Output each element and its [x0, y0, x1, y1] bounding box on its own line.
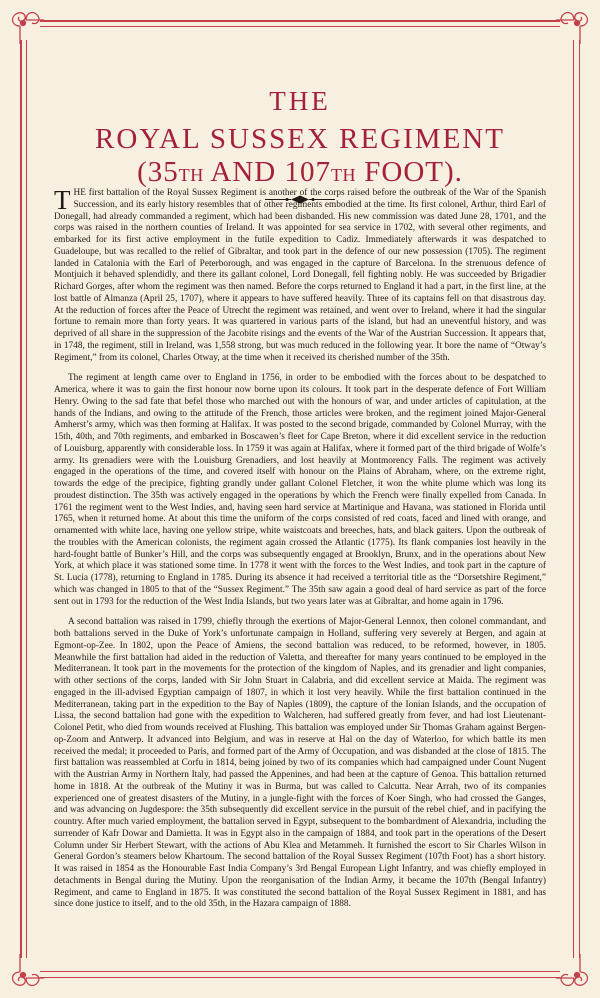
subtitle-mid: AND 107 — [203, 156, 331, 189]
article-paragraph: The regiment at length came over to England in 1756, in order to be embodied with the forces about to be despatched to America, where it was to gain the first honour now borne upon its colours. It took part in the desperate defence of Fort William Henry. Owing to the sad fate that befel those who marched out with the honours of war, and under articles of capitulation, at the hands of the Indians, and owing to the attitude of the French, those articles were broken, and the regiment joined Major-General Amherst’s army, which was then forming at Halifax. It was posted to the second brigade, commanded by Colonel Murray, with the 15th, 40th, and 70th regiments, and embarked in Boscawen’s fleet for Cape Breton, where it did excellent service in the reduction of Louisburg, apparently with considerable loss. In 1759 it was again at Halifax, where it formed part of the third brigade of Wolfe’s army. Its grenadiers were with the Louisburg Grenadiers, and lost heavily at Montmorency Falls. The regiment was actively engaged in the operations of the time, and covered itself with honour on the Plains of Abraham, where, on the extreme right, towards the edge of the precipice, fighting grandly under gallant Colonel Fletcher, it won the white plume which was long its proudest distinction. The 35th was actively engaged in the operations by which the French were finally expelled from Canada. In 1761 the regiment went to the West Indies, and, having seen hard service at Martinique and Havana, was stationed in Florida until 1765, when it returned home. At about this time the uniform of the corps consisted of red coats, faced and lined with orange, and ornamented with white lace, having one yellow stripe, white waistcoats and breeches, hats, and black gaiters. Upon the outbreak of the troubles with the American colonists, the regiment again crossed the Atlantic (1775). Its flank companies lost heavily in the hard-fought battle of Bunker’s Hill, and the corps was subsequently engaged at Brooklyn, Brunx, and in the operations about New York, at which place it was stationed some time. In 1778 it went with the forces to the West Indies, and took part in the capture of St. Lucia (1778), returning to England in 1785. During its absence it had received a territorial title as the “Dorsetshire Regiment,” which was changed in 1805 to that of the “Sussex Regiment.” The 35th saw again a good deal of hard service as part of the force sent out in 1793 for the reduction of the West India Islands, but two years later was at Gibraltar, and home again in 1796. — [54, 373, 546, 607]
corner-ornament-icon — [556, 954, 596, 994]
border-rule-top — [40, 20, 560, 22]
border-rule-bottom-inner — [40, 971, 560, 972]
page-subtitle — [40, 157, 560, 187]
page-title: ROYAL SUSSEX REGIMENT — [95, 123, 505, 155]
subtitle-suffix: TH — [331, 165, 356, 186]
border-rule-right-inner — [573, 40, 574, 958]
article-body — [54, 185, 546, 920]
corner-ornament-icon — [4, 954, 44, 994]
corner-ornament-icon — [556, 4, 596, 44]
subtitle-close: FOOT). — [356, 156, 463, 189]
paragraph-text: HE first battalion of the Royal Sussex Regiment is another of the corps raised before the outbreak of the War of the Spanish Succession, and its early history resembles that of other regiments embodied at the time. Its first colonel, Arthur, third Earl of Donegall, had already commanded a regiment, which had been disbanded. His new commission was dated June 28, 1701, and the corps was raised in the northern counties of Ireland. It was appointed for sea service in 1702, with several other regiments, and embarked for its first active employment in the futile expedition to Cadiz. Immediately afterwards it was despatched to Guadeloupe, but was recalled to the relief of Gibraltar, and took part in the defence of our new possession (1705). The regiment landed in Catalonia with the Earl of Peterborough, and was engaged in the capture of Barcelona. In the strenuous defence of Montjuich it behaved splendidly, and there its gallant colonel, Lord Donegall, fell fighting nobly. He was succeeded by Brigadier Richard Gorges, after whom the regiment was then named. Before the corps returned to England it had a part, in the first line, at the lost battle of Almanza (April 25, 1707), where it appears to have suffered heavily. Three of its captains fell on that disastrous day. At the reduction of forces after the Peace of Utrecht the regiment was retained, and went over to Ireland, where it had the singular fortune to remain more than forty years. It was quartered in various parts of the island, but had an uneventful history, and was deprived of all share in the suppression of the Jacobite risings and the events of the War of the Austrian Succession. It appears that, in 1748, the regiment, still in Ireland, was 1,558 strong, but was much reduced in the following year. It bore the name of “Otway’s Regiment,” from its colonel, Charles Otway, at the time when it received its cherished number of the 35th. — [54, 188, 546, 363]
article-paragraph — [54, 185, 546, 364]
article-paragraph: A second battalion was raised in 1799, chiefly through the exertions of Major-General Lennox, then colonel commandant, and both battalions served in the Duke of York’s unfortunate campaign in Holland, suffering very severely at Bergen, and again at Egmont-op-Zee. In 1802, upon the Peace of Amiens, the second battalion was reduced, to be reformed, however, in 1805. Meanwhile the first battalion had aided in the reduction of Valetta, and thereafter for many years continued to be employed in the Mediterranean. It took part in the movements for the protection of the kingdom of Naples, and its grenadier and light companies, with other sections of the corps, landed with Sir John Stuart in Calabria, and did excellent service at Maida. The regiment was engaged in the ill-advised Egyptian campaign of 1807, in which it lost very heavily. While the first battalion continued in the Mediterranean, taking part in the expedition to the Bay of Naples (1809), the capture of the Ionian Islands, and the occupation of Lissa, the second battalion had gone with the expedition to Walcheren, had suffered greatly from fever, and had lost Lieutenant-Colonel Petit, who died from wounds received at Flushing. This battalion was employed under Sir Thomas Graham against Bergen-op-Zoom and Antwerp. It advanced into Belgium, and was in reserve at Hal on the day of Waterloo, for which battle its men received the medal; it proceeded to Paris, and formed part of the Army of Occupation, and was disbanded at the close of 1815. The first battalion was reassembled at Corfu in 1814, being joined by two of its companies which had campaigned under Count Nugent with the Austrian Army in Northern Italy, had passed the Appenines, and had been at the capture of Genoa. This battalion returned home in 1818. At the outbreak of the Mutiny it was in Burma, but was called to Calcutta. Near Arrah, two of its companies experienced one of greatest disasters of the Mutiny, in a jungle-fight with the forces of Koer Singh, who had crossed the Ganges, and was advancing on Jugdespore: the 35th subsequently did excellent service in the pursuit of the rebel chief, and in pacifying the country. After much varied employment, the battalion served in Egypt, subsequent to the bombardment of Alexandria, including the surrender of Kafr Dowar and Damietta. It was in Egypt also in the campaign of 1884, and took part in the operations of the Desert Column under Sir Herbert Stewart, with the actions of Abu Klea and Metammeh. It furnished the escort to Sir Charles Wilson in General Gordon’s steamers below Khartoum. The second battalion of the Royal Sussex Regiment (107th Foot) has a short history. It was raised in 1854 as the Honourable East India Company’s 3rd Bengal European Light Infantry, and was chiefly employed in detachments in Bengal during the Mutiny. Upon the reorganisation of the Indian Army, it became the 107th (Bengal Infantry) Regiment, and came to England in 1875. It was constituted the second battalion of the Royal Sussex Regiment in 1881, and has since done justice to itself, and to the old 35th, in the Hazara campaign of 1888. — [54, 617, 546, 910]
border-rule-left-inner — [26, 40, 27, 958]
page-header — [40, 88, 560, 204]
subtitle-open: (35 — [137, 156, 179, 189]
subtitle-suffix: TH — [178, 165, 204, 186]
title-article: THE — [269, 86, 331, 116]
border-rule-left — [20, 40, 22, 958]
border-rule-bottom — [40, 977, 560, 979]
corner-ornament-icon — [4, 4, 44, 44]
border-rule-top-inner — [40, 26, 560, 27]
drop-cap: T — [54, 185, 71, 215]
border-rule-right — [579, 40, 581, 958]
